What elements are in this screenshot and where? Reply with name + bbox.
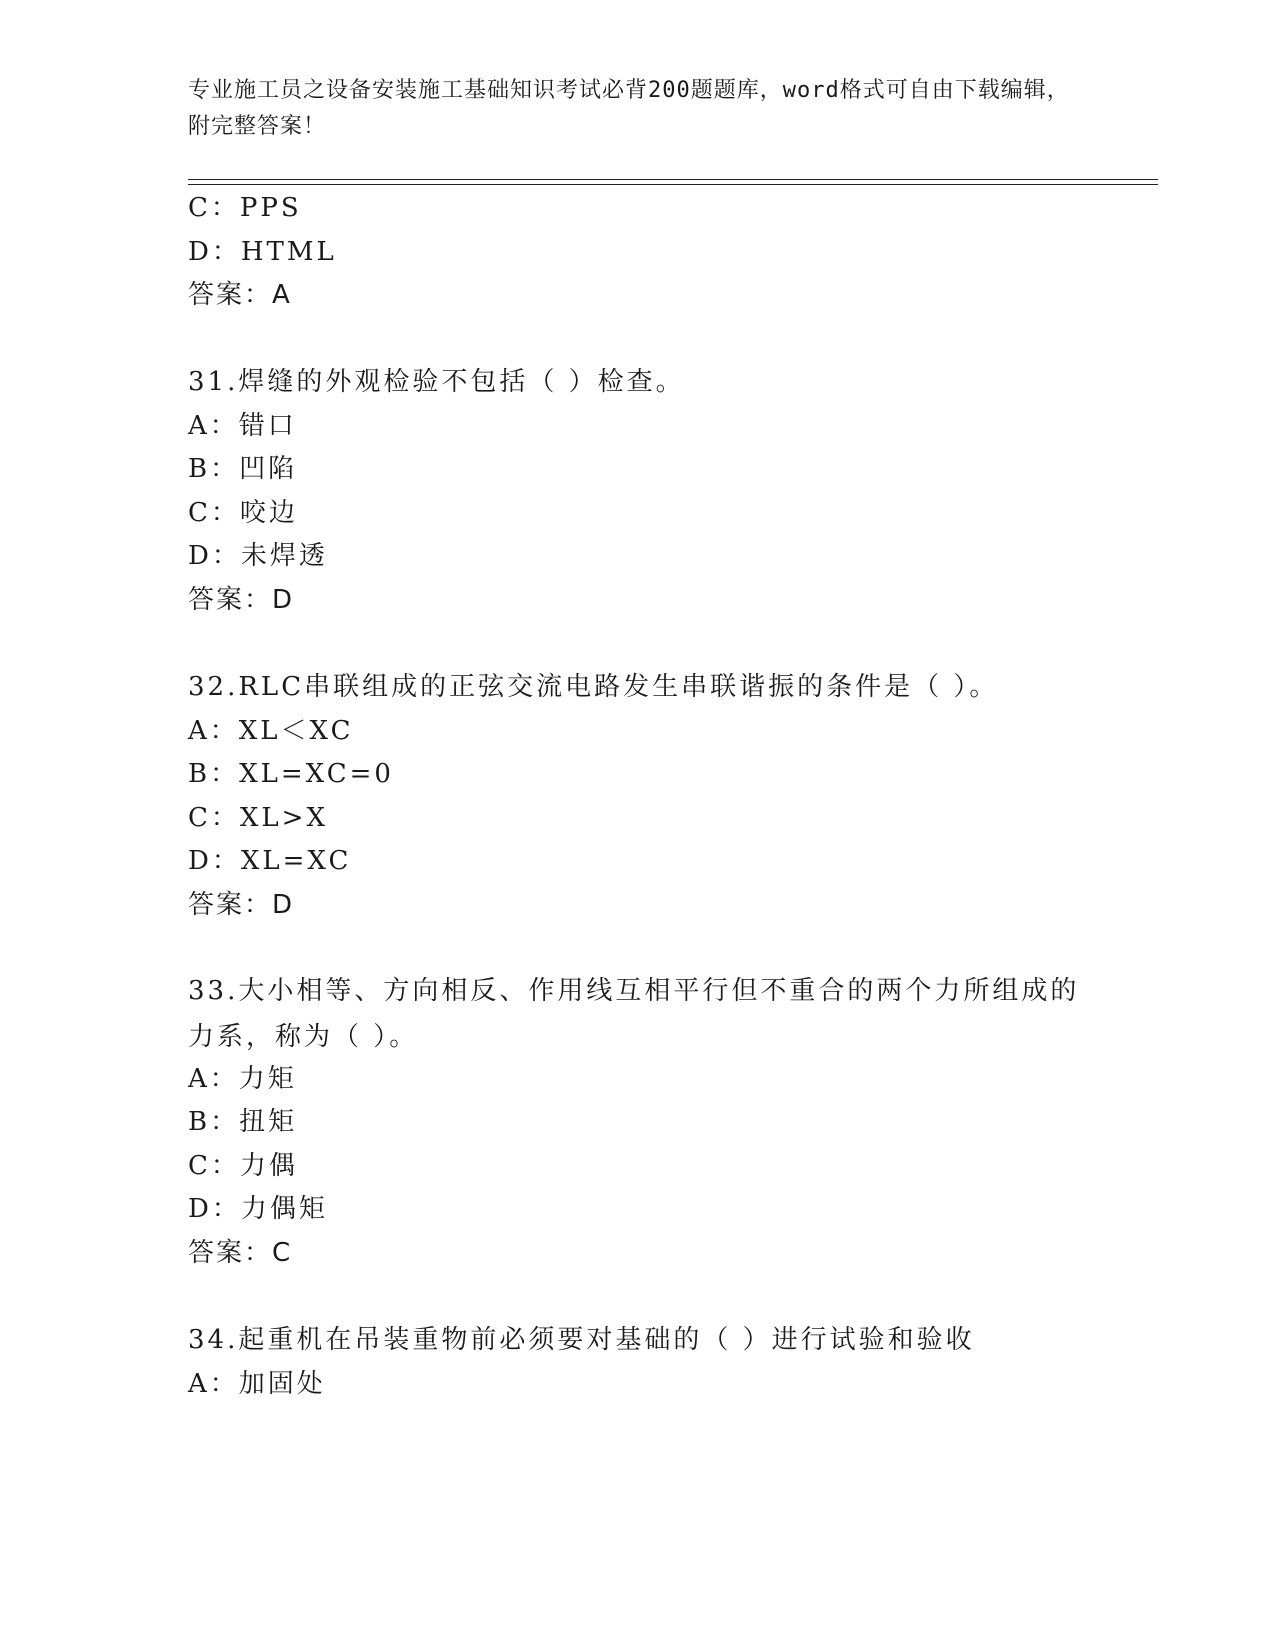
question-33: 33.大小相等、方向相反、作用线互相平行但不重合的两个力所组成的力系，称为（ ）。 [188, 976, 1080, 1052]
option-line: B：XL=XC=0 [188, 759, 394, 789]
question-32: 32.RLC串联组成的正弦交流电路发生串联谐振的条件是（ ）。 [188, 672, 999, 702]
option-line: B：扭矩 [188, 1107, 298, 1137]
option-line: D：力偶矩 [188, 1194, 328, 1224]
option-line: A：力矩 [188, 1064, 297, 1094]
option-line: B：凹陷 [188, 454, 298, 484]
header-rule-top [188, 179, 1158, 180]
answer-line: 答案：A [188, 280, 292, 310]
option-line: A：XL＜XC [188, 716, 354, 746]
option-line: C：力偶 [188, 1151, 298, 1181]
answer-line: 答案：C [188, 1238, 293, 1268]
answer-line: 答案：D [188, 890, 295, 920]
option-line: C：XL>X [188, 803, 328, 833]
option-line: D：XL=XC [188, 846, 352, 876]
option-line: D：HTML [188, 237, 337, 267]
answer-line: 答案：D [188, 585, 295, 615]
option-line: A：加固处 [188, 1369, 326, 1399]
question-31: 31.焊缝的外观检验不包括（ ）检查。 [188, 367, 685, 397]
option-line: D：未焊透 [188, 541, 328, 571]
option-line: C：咬边 [188, 498, 298, 528]
document-intro: 专业施工员之设备安装施工基础知识考试必背200题题库，word格式可自由下载编辑，附完整答案！ [188, 78, 1070, 139]
header-rule-bottom [188, 184, 1158, 185]
question-34: 34.起重机在吊装重物前必须要对基础的（ ）进行试验和验收 [188, 1325, 975, 1355]
option-line: C：PPS [188, 193, 302, 223]
option-line: A：错口 [188, 411, 297, 441]
